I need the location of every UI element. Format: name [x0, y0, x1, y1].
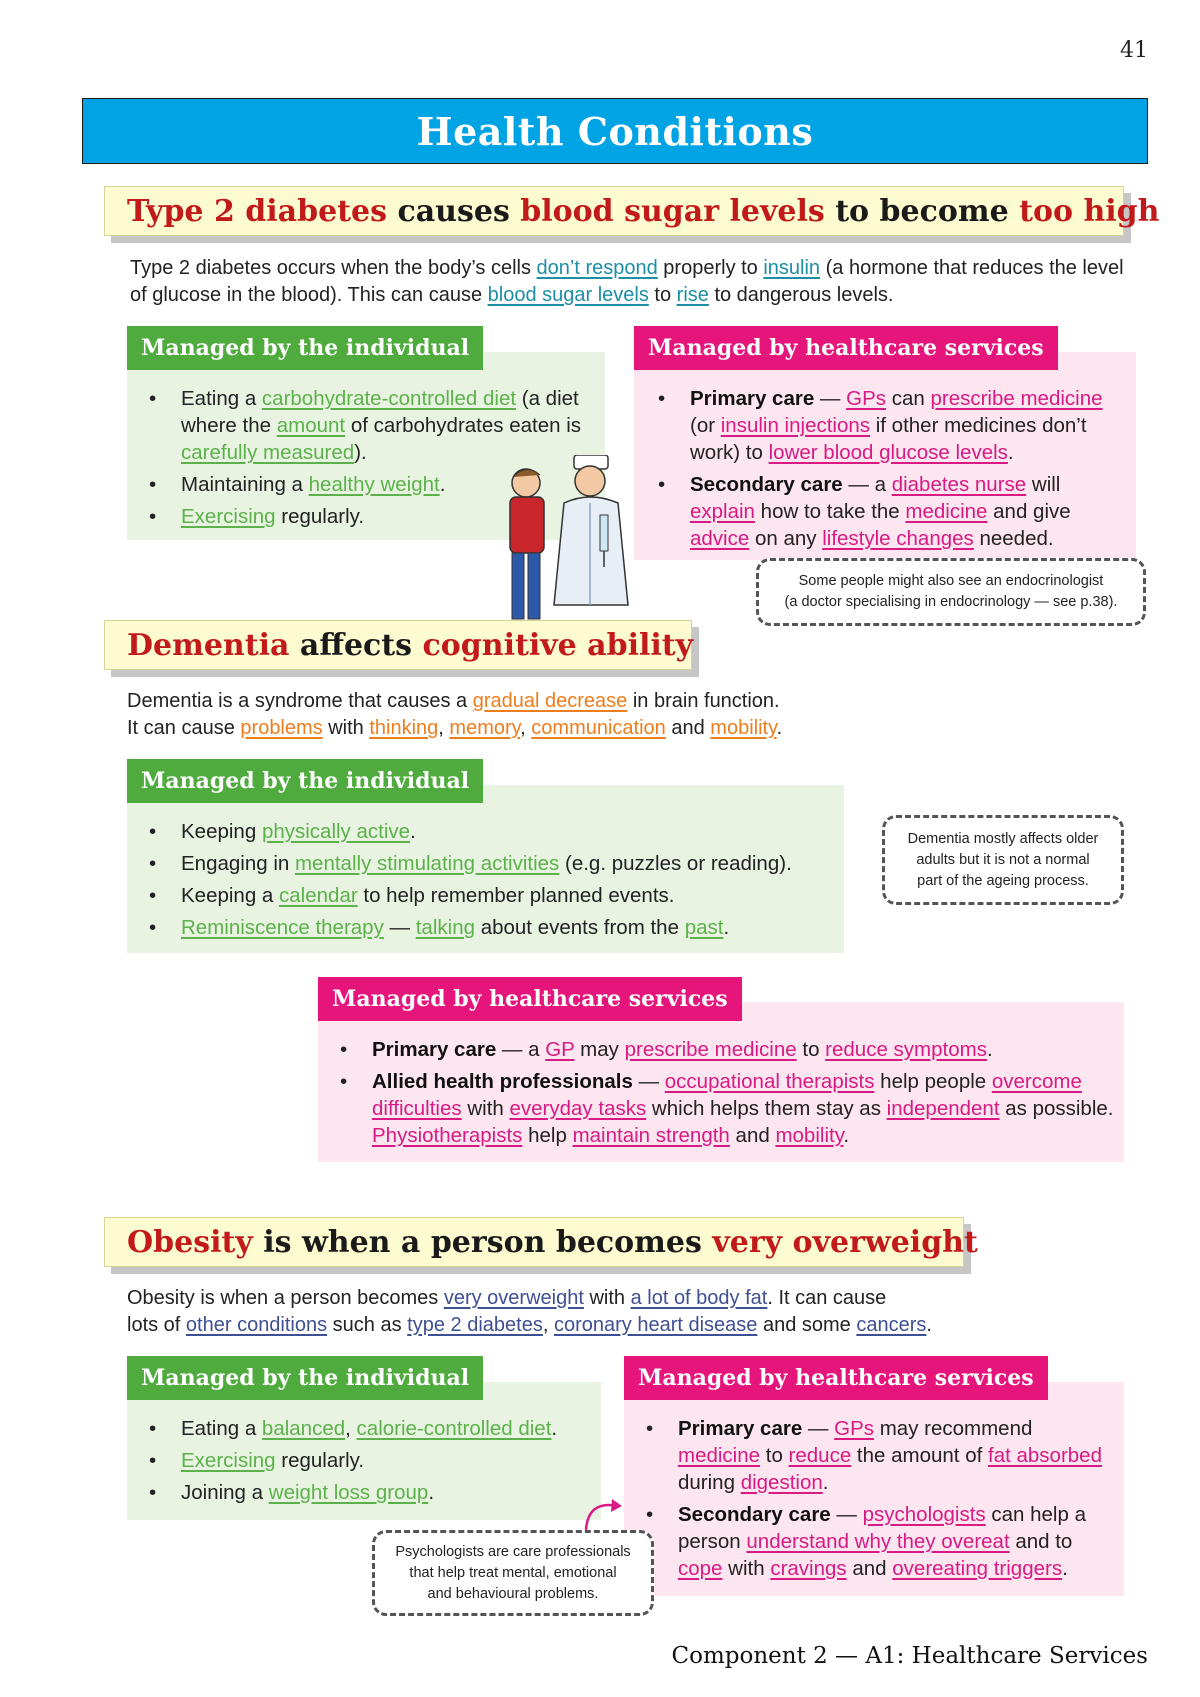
obesity-services-heading: Managed by healthcare services	[624, 1356, 1048, 1400]
page-number: 41	[1120, 38, 1148, 63]
diabetes-section-title: Type 2 diabetes causes blood sugar levels to become too high	[104, 186, 1124, 236]
list-item: • Eating a carbohydrate-controlled diet (a diet where the amount of carbohydrates eaten is carefully measured).	[145, 385, 595, 466]
list-item: • Keeping a calendar to help remember planned events.	[145, 882, 835, 909]
list-item: • Secondary care — psychologists can help a person understand why they overeat and to cope with cravings and overeating triggers.	[642, 1501, 1112, 1582]
page-title: Health Conditions	[416, 108, 814, 154]
list-item: • Joining a weight loss group.	[145, 1479, 595, 1506]
page-title-banner	[82, 98, 1148, 164]
footer-chapter-label: Component 2 — A1: Healthcare Services	[671, 1643, 1148, 1669]
diabetes-intro: Type 2 diabetes occurs when the body’s cells don’t respond properly to insulin (a hormone that reduces the level of glucose in the blood). This can cause blood sugar levels to rise to dangerous levels.	[130, 257, 1124, 306]
curved-arrow-icon	[580, 1494, 630, 1534]
obesity-services-list	[642, 1415, 1112, 1587]
diabetes-note: Some people might also see an endocrinologist (a doctor specialising in endocrinology — see p.38).	[756, 558, 1146, 626]
list-item: • Exercising regularly.	[145, 503, 595, 530]
dementia-section-title: Dementia affects cognitive ability	[104, 620, 692, 670]
list-item: • Keeping physically active.	[145, 818, 835, 845]
dementia-individual-list	[145, 818, 835, 946]
dementia-individual-heading: Managed by the individual	[127, 759, 483, 803]
doctor-patient-cartoon-illustration	[488, 455, 658, 625]
list-item: • Primary care — GPs can prescribe medicine (or insulin injections if other medicines don’t work) to lower blood glucose levels.	[654, 385, 1124, 466]
diabetes-services-list	[654, 385, 1124, 557]
dementia-services-list	[336, 1036, 1116, 1154]
obesity-intro: Obesity is when a person becomes very overweight with a lot of body fat. It can cause lots of other conditions such as type 2 diabetes, coronary heart disease and some cancers.	[127, 1287, 932, 1336]
list-item: • Allied health professionals — occupational therapists help people overcome difficulties with everyday tasks which helps them stay as independent as possible. Physiotherapists help maintain strength and mobility.	[336, 1068, 1116, 1149]
list-item: • Engaging in mentally stimulating activities (e.g. puzzles or reading).	[145, 850, 835, 877]
dementia-services-heading: Managed by healthcare services	[318, 977, 742, 1021]
list-item: • Primary care — GPs may recommend medicine to reduce the amount of fat absorbed during digestion.	[642, 1415, 1112, 1496]
list-item: • Reminiscence therapy — talking about events from the past.	[145, 914, 835, 941]
obesity-note: Psychologists are care professionals that help treat mental, emotional and behavioural problems.	[372, 1530, 654, 1616]
list-item: • Eating a balanced, calorie-controlled diet.	[145, 1415, 595, 1442]
list-item: • Maintaining a healthy weight.	[145, 471, 595, 498]
obesity-individual-list	[145, 1415, 595, 1511]
obesity-section-title: Obesity is when a person becomes very overweight	[104, 1217, 964, 1267]
obesity-individual-heading: Managed by the individual	[127, 1356, 483, 1400]
list-item: • Exercising regularly.	[145, 1447, 595, 1474]
diabetes-services-heading: Managed by healthcare services	[634, 326, 1058, 370]
diabetes-individual-heading: Managed by the individual	[127, 326, 483, 370]
list-item: • Secondary care — a diabetes nurse will explain how to take the medicine and give advice on any lifestyle changes needed.	[654, 471, 1124, 552]
list-item: • Primary care — a GP may prescribe medicine to reduce symptoms.	[336, 1036, 1116, 1063]
dementia-note: Dementia mostly affects older adults but it is not a normal part of the ageing process.	[882, 815, 1124, 905]
dementia-intro: Dementia is a syndrome that causes a gradual decrease in brain function. It can cause problems with thinking, memory, communication and mobility.	[127, 690, 783, 739]
